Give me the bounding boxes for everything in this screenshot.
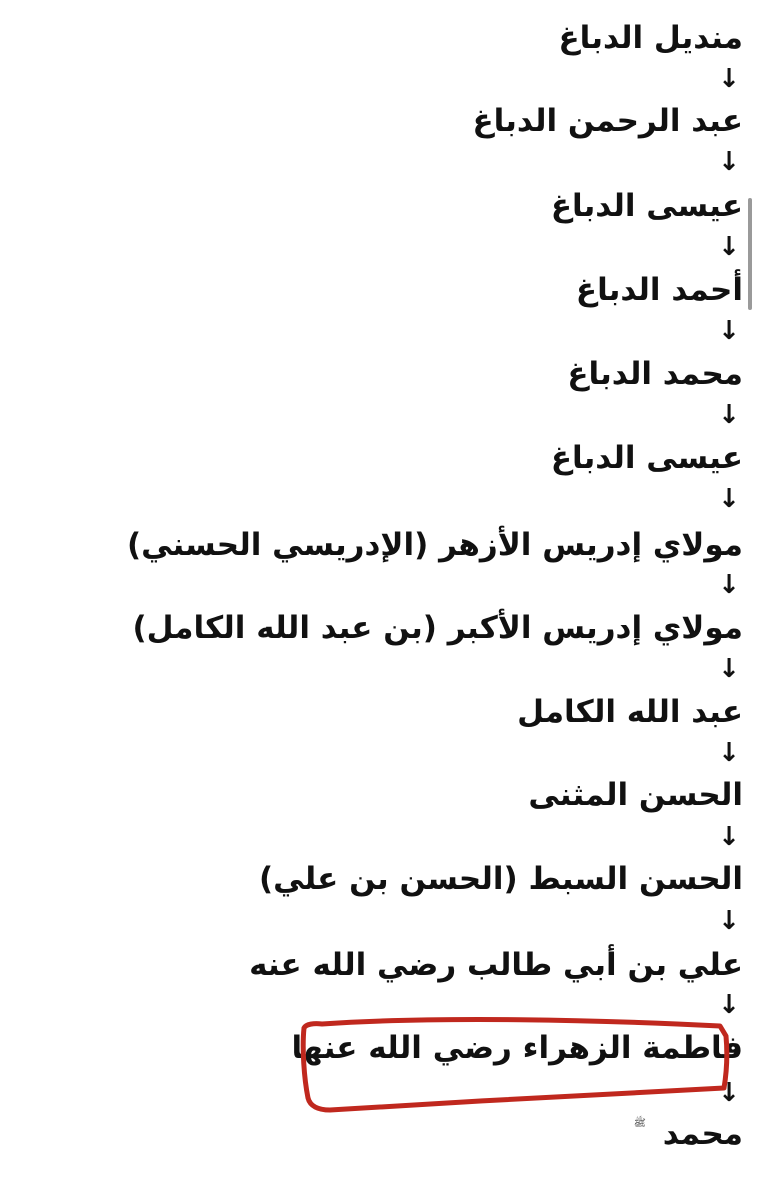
lineage-name-highlighted: فاطمة الزهراء رضي الله عنها — [291, 1030, 743, 1066]
down-arrow-icon: ↓ — [718, 570, 740, 600]
red-highlight-stroke — [303, 1020, 727, 1110]
down-arrow-icon: ↓ — [718, 738, 740, 768]
down-arrow-icon: ↓ — [718, 1078, 740, 1108]
down-arrow-icon: ↓ — [718, 232, 740, 262]
down-arrow-icon: ↓ — [718, 654, 740, 684]
lineage-final — [623, 1114, 743, 1154]
down-arrow-icon: ↓ — [718, 484, 740, 514]
down-arrow-icon: ↓ — [718, 64, 740, 94]
lineage-name: عيسى الدباغ — [550, 188, 743, 224]
red-highlight-annotation — [300, 1018, 730, 1110]
lineage-name: مولاي إدريس الأكبر (بن عبد الله الكامل) — [132, 610, 743, 646]
lineage-name: الحسن المثنى — [528, 777, 743, 813]
lineage-name: منديل الدباغ — [558, 20, 743, 56]
salawat-icon: ﷺ — [633, 1118, 646, 1129]
down-arrow-icon: ↓ — [718, 400, 740, 430]
down-arrow-icon: ↓ — [718, 147, 740, 177]
lineage-name: عيسى الدباغ — [550, 440, 743, 476]
lineage-name: علي بن أبي طالب رضي الله عنه — [249, 947, 743, 983]
scrollbar[interactable] — [748, 198, 752, 310]
down-arrow-icon: ↓ — [718, 990, 740, 1020]
lineage-name: أحمد الدباغ — [575, 272, 743, 308]
red-highlight-annotation-svg — [300, 1018, 730, 1110]
lineage-name: محمد الدباغ — [567, 356, 743, 392]
lineage-name: عبد الرحمن الدباغ — [472, 103, 743, 139]
final-name: محمد — [662, 1116, 743, 1152]
lineage-name: عبد الله الكامل — [517, 694, 743, 730]
down-arrow-icon: ↓ — [718, 906, 740, 936]
down-arrow-icon: ↓ — [718, 316, 740, 346]
down-arrow-icon: ↓ — [718, 822, 740, 852]
lineage-name: الحسن السبط (الحسن بن علي) — [259, 861, 743, 897]
lineage-name: مولاي إدريس الأزهر (الإدريسي الحسني) — [127, 527, 743, 563]
